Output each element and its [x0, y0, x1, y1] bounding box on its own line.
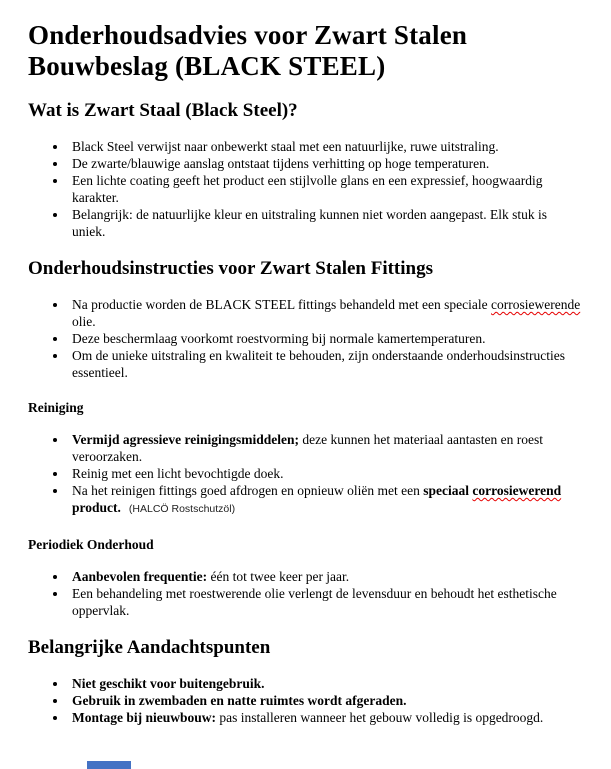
list-item: • Deze beschermlaag voorkomt roestvorming bij normale kamertemperaturen.: [68, 330, 581, 347]
list-item: [68, 482, 581, 518]
product-note: (HALCÖ Rostschutzöl): [128, 503, 236, 515]
text-run: pas installeren wanneer het gebouw volledig is opgedroogd.: [216, 710, 544, 725]
sub-heading-reiniging: Reiniging: [28, 400, 84, 415]
bold-text-run: Aanbevolen frequentie:: [72, 569, 208, 584]
bullet-list-aandachtspunten: [28, 675, 581, 726]
list-item: • Om de unieke uitstraling en kwaliteit te behouden, zijn onderstaande onderhoudsinstructies essentieel.: [68, 347, 581, 381]
list-item: [68, 296, 581, 330]
list-item: • Belangrijk: de natuurlijke kleur en uitstraling kunnen niet worden aangepast. Elk stuk is uniek.: [68, 206, 581, 240]
text-run: Na het reinigen fittings goed afdrogen en opnieuw oliën met een: [72, 483, 424, 498]
text-run: olie.: [72, 314, 96, 329]
list-item: • Een behandeling met roestwerende olie verlengt de levensduur en behoudt het esthetische oppervlak.: [68, 585, 581, 619]
list-item: • Black Steel verwijst naar onbewerkt staal met een natuurlijke, ruwe uitstraling.: [68, 138, 581, 155]
bullet-list-what-is: [28, 138, 581, 240]
spellcheck-underlined-word: corrosiewerende: [491, 297, 581, 312]
bold-text-run: Vermijd agressieve reinigingsmiddelen;: [72, 432, 299, 447]
list-item: • Reinig met een licht bevochtigde doek.: [68, 465, 581, 482]
bullet-list-instructies: [28, 296, 581, 381]
list-item: • Een lichte coating geeft het product een stijlvolle glans en een expressief, hoogwaardig karakter.: [68, 172, 581, 206]
section-heading-aandachtspunten: Belangrijke Aandachtspunten: [28, 637, 271, 658]
bold-text-run: speciaal: [423, 483, 473, 498]
spellcheck-underlined-word: corrosiewerend: [472, 483, 562, 498]
partial-bottom-element: [87, 761, 131, 769]
section-heading-what-is-black-steel: Wat is Zwart Staal (Black Steel)?: [28, 100, 298, 121]
bullet-list-reiniging: [28, 431, 581, 518]
sub-heading-periodiek-onderhoud: Periodiek Onderhoud: [28, 537, 154, 552]
bullet-list-periodiek: [28, 568, 581, 619]
text-run: één tot twee keer per jaar.: [207, 569, 350, 584]
text-run: Na productie worden de BLACK STEEL fittings behandeld met een speciale: [72, 297, 492, 312]
list-item: [68, 709, 581, 726]
list-item: • Niet geschikt voor buitengebruik.: [68, 675, 581, 692]
list-item: [68, 568, 581, 585]
text-run: deze kunnen het materiaal aantasten en roest veroorzaken.: [72, 432, 544, 464]
list-item: • De zwarte/blauwige aanslag ontstaat tijdens verhitting op hoge temperaturen.: [68, 155, 581, 172]
bold-text-run: Montage bij nieuwbouw:: [72, 710, 217, 725]
bold-text-run: product.: [72, 500, 121, 515]
section-heading-onderhoudsinstructies: Onderhoudsinstructies voor Zwart Stalen Fittings: [28, 258, 434, 279]
list-item: [68, 431, 581, 465]
list-item: • Gebruik in zwembaden en natte ruimtes wordt afgeraden.: [68, 692, 581, 709]
page-title: Onderhoudsadvies voor Zwart Stalen Bouwbeslag (BLACK STEEL): [28, 20, 468, 81]
